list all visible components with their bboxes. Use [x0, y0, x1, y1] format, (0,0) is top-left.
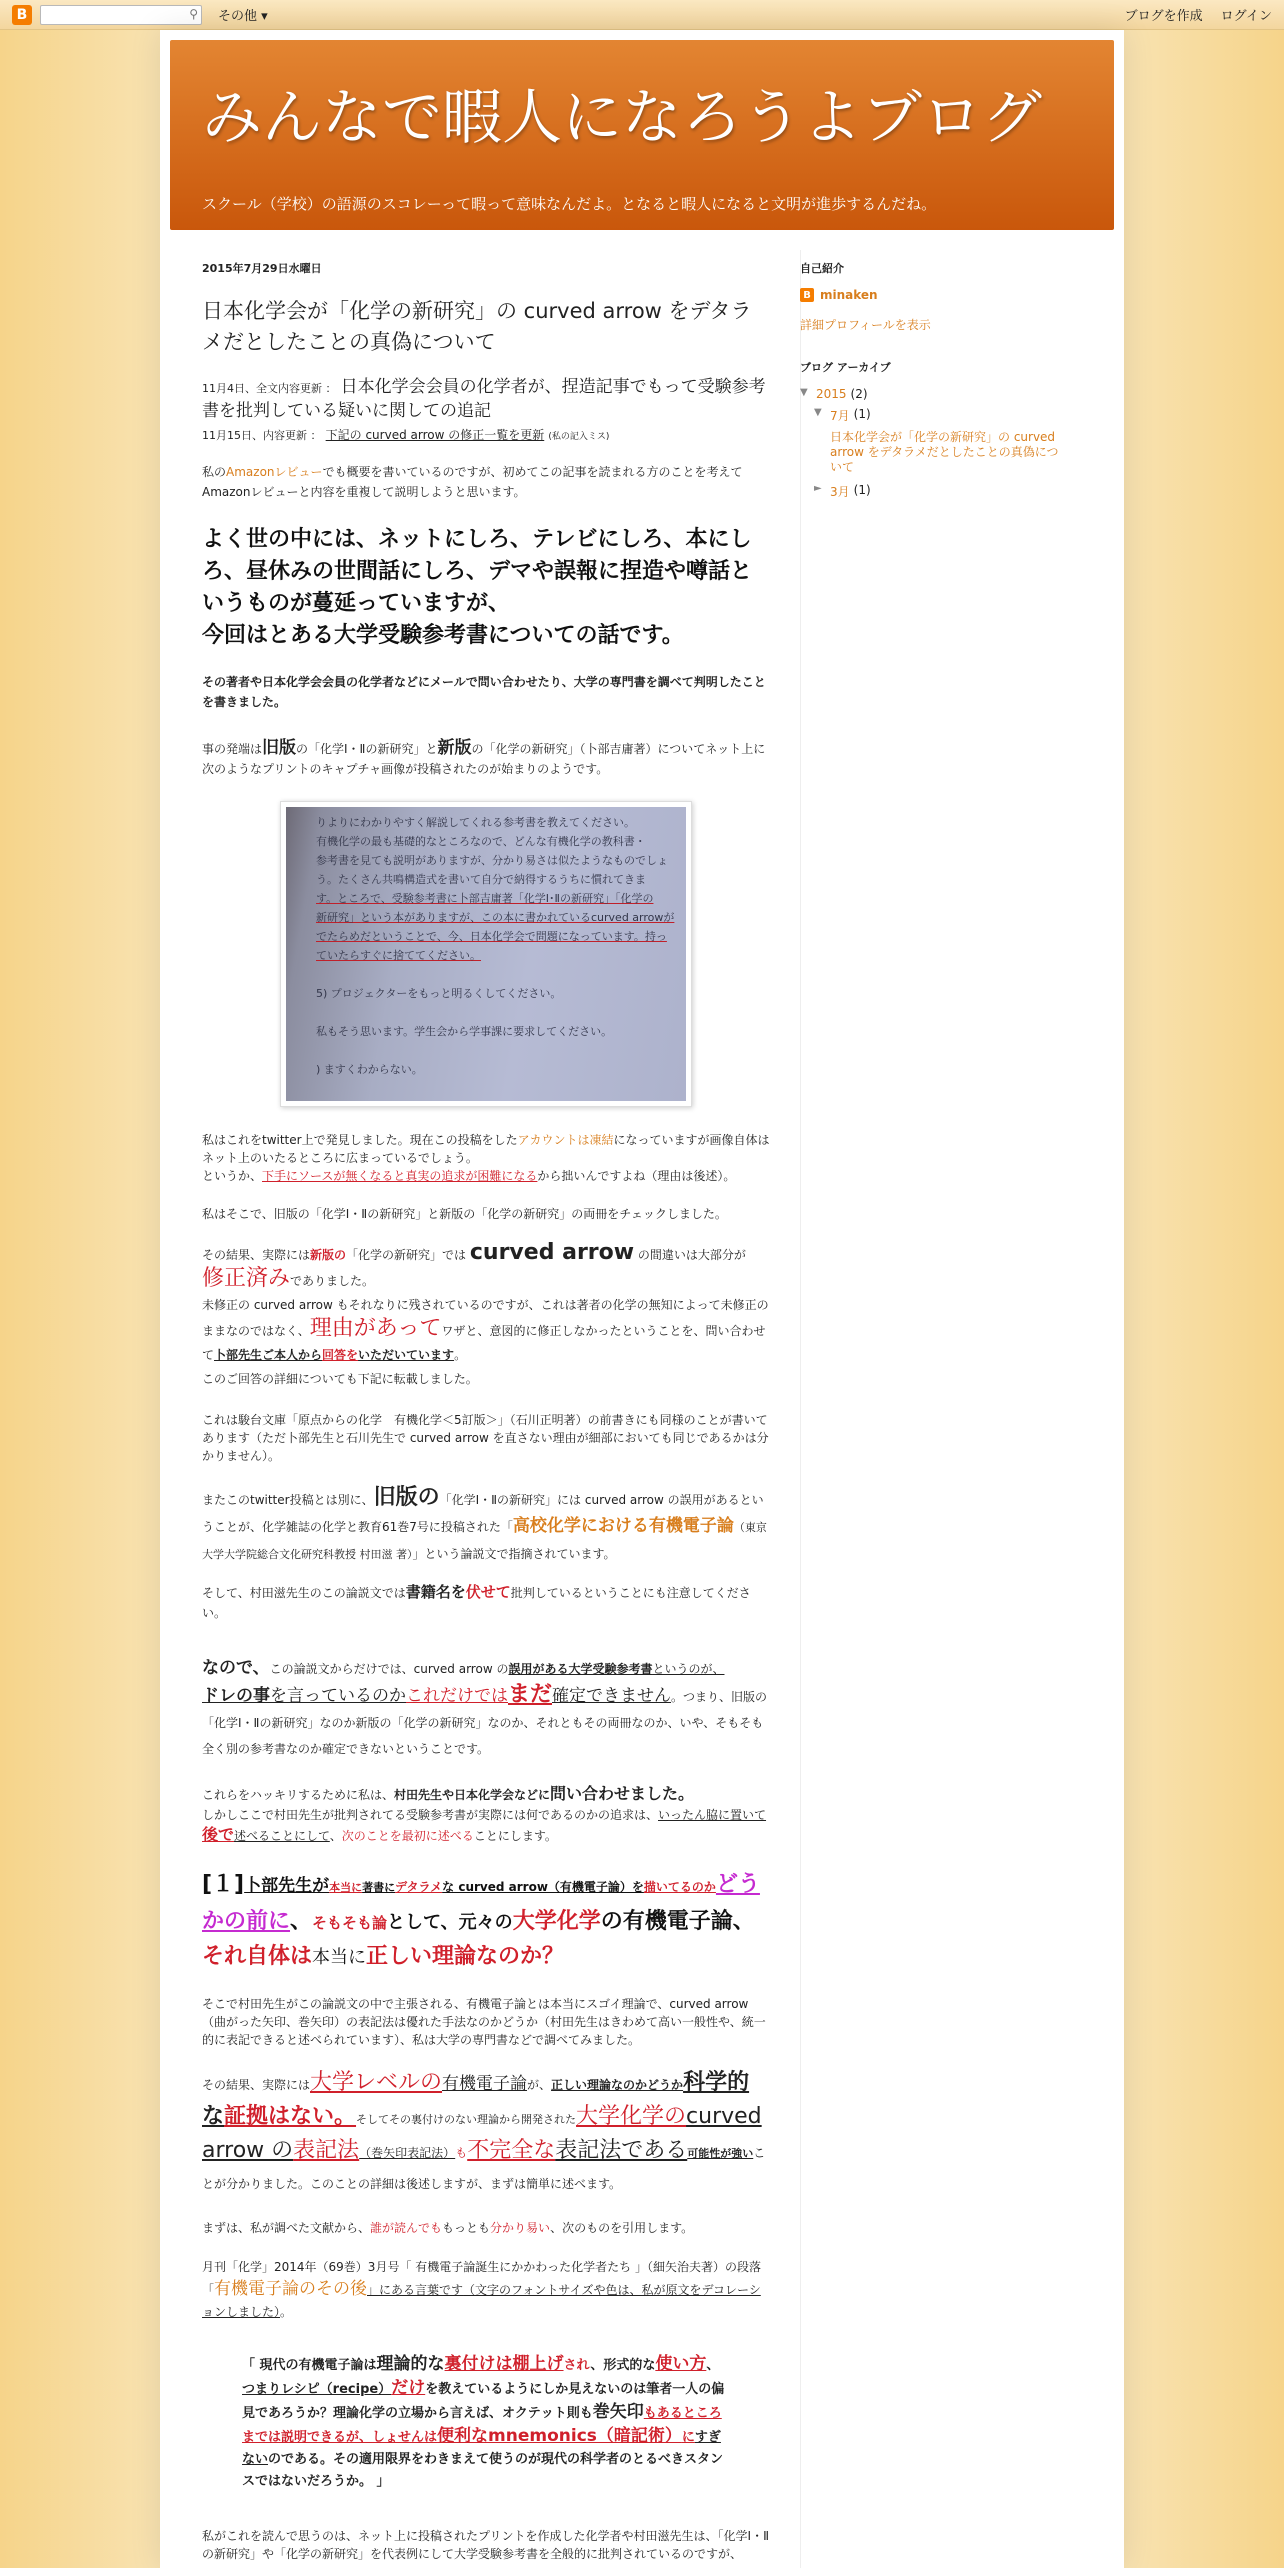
res2-1: その結果、実際には — [202, 2078, 311, 2092]
intro-text-2: 今回はとある大学受験参考書についての話です。 — [202, 623, 684, 648]
section1-num: [１] — [202, 1872, 245, 1897]
archive-year-row — [800, 387, 1100, 401]
check-paragraph: 私はそこで、旧版の「化学Ⅰ・Ⅱの新研究」と新版の「化学の新研究」の両冊をチェックしました。 — [202, 1207, 727, 1221]
section1-o: 本当に — [312, 1947, 367, 1968]
navbar-right — [1125, 5, 1272, 24]
quote-1: 「 現代の有機電子論は — [242, 2358, 377, 2373]
monthly-3: 」にある言葉です — [367, 2283, 464, 2297]
bold-intro: その著者や日本化学会会員の化学者などにメールで問い合わせたり、大学の専門書を調べて判明したことを書きました。 — [202, 675, 766, 709]
res2-6: 科学的な — [202, 2070, 750, 2129]
origin-new: 新版 — [437, 738, 472, 758]
archive-month-row — [814, 407, 1100, 424]
nanode-text-4: というのが、 — [652, 1662, 725, 1676]
twitter-text-2: になっていますが画像自体はネット上のいたるところに広まっているでしょう。 — [202, 1133, 770, 1165]
frozen-account-link[interactable]: アカウントは凍結 — [517, 1133, 614, 1147]
section1-e: デタラメ — [395, 1880, 443, 1894]
nanode-paragraph — [202, 1655, 770, 1762]
nanode-text-2: この論説文からだけでは、curved arrow の — [269, 1662, 509, 1676]
res2-3: 有機電子論 — [442, 2074, 528, 2094]
archive-heading: ブログ アーカイブ — [800, 361, 891, 374]
result-text-11: このご回答の詳細についても下記に転載しました。 — [202, 1372, 478, 1386]
other-title: 高校化学における有機電子論 — [512, 1516, 734, 1536]
quote-10: を教えているようにしか見えないのは筆者一人の偏見であろうか？理論化学の立場から言えば、オクテット則も — [242, 2382, 725, 2421]
other-paragraph — [202, 1485, 770, 1568]
result-fixed: 修正済み — [202, 1266, 291, 1291]
section1-k: として、元々の — [387, 1912, 513, 1933]
more-menu[interactable]: その他 ▾ — [218, 9, 268, 24]
res2-11: 表記法 — [293, 2138, 360, 2163]
res2-17: ことが分かりました。このことの詳細は後述しますが、まずは簡単に述べます。 — [202, 2146, 766, 2191]
section1-n: それ自体は — [202, 1944, 313, 1969]
res2-4: が、 — [527, 2078, 552, 2092]
search-input[interactable] — [40, 5, 202, 25]
quote-6: 使い方 — [655, 2354, 707, 2374]
section1-l: 大学化学 — [512, 1909, 601, 1934]
archive-year-link[interactable]: 2015 — [816, 387, 847, 401]
source-loss-link[interactable]: 下手にソースが無くなると真実の追求が困難になる — [262, 1169, 538, 1183]
update2-prefix: 11月15日、内容更新 ： — [202, 429, 322, 442]
quote-12: もあるところまでは説明できるが、 — [242, 2406, 722, 2445]
quote-17: のである。その適用限界をわきまえて使うのが現代の科学者のとるべきスタンスではないだろうか。 」 — [242, 2452, 724, 2489]
clarify-text-4: しかしここで村田先生が批判されてる受験参考書が実際には何であるのかの追求は、 — [202, 1808, 659, 1822]
photo-text-line: 有機化学の最も基礎的なところなので、どんな有機化学の教科書・ — [316, 835, 646, 848]
quote-4: され — [563, 2358, 591, 2373]
murata-text-2: 書籍名を — [405, 1583, 466, 1601]
section1-d: 著書に — [362, 1881, 396, 1894]
expand-toggle-icon[interactable]: ▼ — [800, 387, 808, 398]
section1-c: 本当に — [329, 1881, 363, 1894]
archive-month-row — [814, 483, 1100, 500]
archive-month-link[interactable]: 7月 — [830, 409, 850, 423]
result-new: 新版の — [310, 1248, 347, 1262]
quote-11: 巻矢印 — [592, 2402, 644, 2422]
monthly-4: （文字のフォントサイズや色は、私が原文をデコレーションしました） — [202, 2283, 761, 2319]
monthly-5: 。 — [280, 2305, 293, 2319]
nanode-text-1: なので、 — [202, 1658, 270, 1678]
profile-name-link[interactable]: minaken — [820, 288, 878, 302]
create-blog-link[interactable]: ブログを作成 — [1124, 9, 1203, 24]
res2-7: 証拠はない。 — [224, 2104, 357, 2129]
profile-heading: 自己紹介 — [800, 262, 844, 275]
easy-paragraph — [202, 2218, 770, 2238]
murata-paragraph — [202, 1582, 770, 1623]
result-text-4: でありました。 — [290, 1274, 375, 1288]
clarify-text-3: 問い合わせました。 — [550, 1784, 695, 1803]
result-text-6: ワザと、意図的に修正しなかったということを、問い合わせて — [202, 1324, 766, 1362]
easy-4: 分かり易い — [490, 2221, 551, 2235]
blogger-icon: B — [800, 288, 814, 302]
origin-text-2: の「化学Ⅰ・Ⅱの新研究」と — [296, 742, 438, 756]
expand-toggle-icon[interactable]: ▼ — [814, 407, 822, 418]
last-paragraph: 私がこれを読んで思うのは、ネット上に投稿されたプリントを作成した化学者や村田滋先生は、「化学Ⅰ・Ⅱの新研究」や「化学の新研究」を代表例にして大学受験参考書を全般的に批判されているのですが、 — [202, 2529, 769, 2561]
section1-f: な curved arrow（有機電子論）を — [442, 1880, 644, 1894]
sidebar — [800, 260, 1100, 526]
photo-text-line: 5) プロジェクターをもっと明るくしてください。 — [316, 987, 562, 1000]
quote-13: しょせんは — [372, 2430, 438, 2445]
result-reason: 理由があって — [309, 1316, 442, 1341]
photo-text-line: う。たくさん共鳴構造式を書いて自分で納得するうちに慣れてきま — [316, 873, 646, 886]
murata-text-1: そして、村田滋先生のこの論説文では — [202, 1586, 406, 1600]
post-column — [202, 260, 770, 2563]
result-text-8: 回答を — [322, 1348, 359, 1362]
photo-text-line — [316, 1003, 678, 1022]
result-text-7: 卜部先生ご本人から — [214, 1348, 323, 1362]
photo-text-line: ていたらすぐに捨ててください。 — [316, 949, 481, 962]
twitter-text-1: 私はこれをtwitter上で発見しました。現在この投稿をした — [202, 1133, 518, 1147]
res2-13: も — [455, 2146, 468, 2160]
section1-j: そもそも論 — [312, 1914, 388, 1932]
profile-row — [800, 288, 1100, 302]
update1-prefix: 11月4日、全文内容更新 ： — [202, 382, 337, 395]
other-text-1: またこのtwitter投稿とは別に、 — [202, 1493, 374, 1507]
section1-g: 描いてるのか — [643, 1880, 716, 1894]
quote-3: 裏付けは棚上げ — [444, 2354, 564, 2374]
other-text-2: 「化学Ⅰ・Ⅱの新研究」には curved arrow の誤用があるということが、化学雑誌の化学と教育61巻7号に投稿された「 — [202, 1493, 764, 1534]
update2-note: (私の記入ミス) — [548, 432, 610, 442]
section1-i: 、 — [290, 1909, 313, 1934]
easy-3: もっとも — [442, 2221, 491, 2235]
photo-text-line: 新研究」という本がありますが、この本に書かれているcurved arrowが — [316, 911, 675, 924]
monthly-paragraph — [202, 2256, 770, 2323]
murata-text-4: 批判しているということにも注意してください。 — [202, 1586, 751, 1620]
monthly-1: 月刊「化学」2014年（69巻）3月号「 有機電子論誕生にかかわった化学者たち 」（細矢治夫著）の段落「 — [202, 2260, 761, 2297]
res2-2: 大学レベルの — [310, 2070, 443, 2095]
clarify-text-1: これらをハッキリするために私は、 — [202, 1788, 395, 1802]
origin-text-1: 事の発端は — [202, 742, 263, 756]
profile-detail-link[interactable]: 詳細プロフィールを表示 — [800, 318, 931, 332]
easy-2: 誰が読んでも — [370, 2221, 443, 2235]
photo-text-line: でたらめだということで、今、日本化学会で問題になっています。持っ — [316, 930, 667, 943]
clarify-text-10: ことにします。 — [473, 1829, 557, 1843]
blog-container — [160, 30, 1124, 2568]
result-paragraph — [202, 1241, 770, 1391]
intro-heading — [202, 524, 770, 652]
photo-text-line: 参考書を見ても説明がありますが、分かり易さは似たようなものでしょ — [316, 854, 668, 867]
archive-month-count: (1) — [853, 407, 871, 421]
blog-header — [170, 40, 1114, 230]
quote-2: 理論的な — [376, 2354, 445, 2374]
photo-text-line: ) ますくわからない。 — [316, 1063, 423, 1076]
quote-16: すぎない — [242, 2430, 721, 2467]
result-text-10: 。 — [454, 1348, 467, 1362]
profile-widget — [800, 260, 1100, 333]
result-text-3: の間違いは大部分が — [637, 1248, 746, 1262]
nanode-text-5: ドレの事 — [202, 1686, 270, 1706]
easy-1: まずは、私が調べた文献から、 — [202, 2221, 371, 2235]
login-link[interactable]: ログイン — [1220, 9, 1272, 24]
print-capture-image[interactable] — [280, 801, 692, 1107]
photo-text-line: 私もそう思います。学生会から学事課に要求してください。 — [316, 1025, 613, 1038]
nanode-text-3: 誤用がある大学受験参考書 — [508, 1662, 653, 1676]
update1-text: 日本化学会会員の化学者が、捏造記事でもって受験参考書を批判している疑いに関しての追記 — [202, 377, 766, 421]
res2-12: （巻矢印表記法） — [359, 2146, 456, 2160]
quote-9: だけ — [391, 2378, 426, 2398]
archive-year-count: (2) — [850, 387, 868, 401]
clarify-text-8: 、 — [329, 1829, 342, 1843]
section1-h: どうかの前に — [202, 1872, 760, 1934]
clarify-text-5: いったん脇に置いて — [658, 1808, 767, 1822]
clarify-paragraph — [202, 1784, 770, 1846]
archive-post-link[interactable]: 日本化学会が「化学の新研究」の curved arrow をデタラメだとしたことの真偽について — [830, 430, 1059, 474]
murata-text-3: 伏せて — [465, 1583, 511, 1601]
amazon-text-2: でも概要を書いているのですが、初めてこの記事を読まれる方のことを考えてAmazonレビューと内容を重複して説明しようと思います。 — [202, 465, 743, 499]
result-text-5: 未修正の curved arrow もそれなりに残されているのですが、これは著者の化学の無知によって未修正のままなのではなく、 — [202, 1298, 769, 1338]
print-capture-photo — [286, 807, 686, 1101]
other-old: 旧版の — [373, 1485, 440, 1510]
section1-b: 卜部先生が — [244, 1876, 330, 1896]
res2-15: 表記法である — [555, 2138, 688, 2163]
nanode-text-8: まだ — [508, 1682, 553, 1707]
magnifier-icon[interactable]: ⚲ — [189, 6, 198, 21]
update2-link[interactable]: 下記の curved arrow の修正一覧を更新 — [325, 428, 545, 442]
amazon-paragraph — [202, 462, 770, 502]
archive-month-count: (1) — [853, 483, 871, 497]
theory-paragraph: そこで村田先生がこの論説文の中で主張される、有機電子論とは本当にスゴイ理論で、curved arrow（曲がった矢印、巻矢印）の表記法は優れた手法なのかどうか（村田先生はきわめて高い一般性や、統一的に表記できると述べられています）、私は大学の専門書などで調べてみました。 — [202, 1997, 766, 2047]
nanode-text-6: を言っているのか — [270, 1686, 406, 1706]
origin-text-3: の「化学の新研究」（卜部吉庸著）についてネット上に次のようなプリントのキャプチャ画像が投稿されたのが始まりのようです。 — [202, 742, 766, 776]
origin-paragraph — [202, 738, 770, 779]
archive-month-link[interactable]: 3月 — [830, 485, 850, 499]
amazon-review-link[interactable]: Amazonレビュー — [226, 465, 323, 479]
clarify-text-7: 述べることにして — [234, 1829, 330, 1843]
quote-5: 、形式的な — [590, 2358, 656, 2373]
collapse-toggle-icon[interactable]: ► — [814, 483, 822, 494]
twitter-text-3: というか、 — [202, 1169, 263, 1183]
amazon-text-1: 私の — [202, 465, 227, 479]
section1-p: 正しい理論なのか？ — [366, 1944, 565, 1969]
res2-8: そしてその裏付けのない理論から開発された — [356, 2113, 577, 2126]
blog-description: スクール（学校）の語源のスコレーって暇って意味なんだよ。となると暇人になると文明が進歩するんだね。 — [202, 195, 937, 213]
clarify-text-9: 次のことを最初に述べる — [341, 1829, 474, 1843]
result-text-2: 「化学の新研究」では — [346, 1248, 467, 1262]
res2-10: curved arrow の — [202, 2104, 762, 2163]
sundai-paragraph: これは駿台文庫「原点からの化学 有機化学＜5訂版＞」（石川正明著）の前書きにも同様のことが書いてあります（ただ卜部先生と石川先生で curved arrow を直さない理由が細部においても同じであるかは分かりません）。 — [202, 1413, 769, 1463]
res2-14: 不完全な — [467, 2138, 556, 2163]
column-divider — [800, 250, 801, 2568]
origin-old: 旧版 — [262, 738, 297, 758]
quote-15: に — [681, 2430, 695, 2445]
nanode-text-10: 。つまり、旧版の「化学Ⅰ・Ⅱの新研究」なのか新版の「化学の新研究」なのか、それともその両冊なのか、いや、そもそも全く別の参考書なのか確定できないということです。 — [202, 1690, 768, 1756]
twitter-paragraph — [202, 1131, 770, 1185]
other-text-4: 」という論説文で指摘されています。 — [412, 1547, 616, 1561]
clarify-text-2: 村田先生や日本化学会などに — [394, 1788, 551, 1802]
quote-14: 便利なmnemonics（暗記術） — [437, 2426, 682, 2446]
monthly-2: 有機電子論のその後 — [214, 2279, 368, 2299]
result2-paragraph — [202, 2067, 770, 2200]
quote-block — [242, 2353, 730, 2493]
photo-text-line — [316, 1041, 678, 1060]
archive-widget — [800, 359, 1100, 500]
navbar — [0, 0, 1284, 30]
photo-text-line: りよりにわかりやすく解説してくれる参考書を教えてください。 — [316, 816, 635, 829]
other-text-3: （東京大学大学院総合文化研究科教授 村田滋 著） — [202, 1521, 767, 1561]
easy-5: 、次のものを引用します。 — [550, 2221, 694, 2235]
blogger-logo-icon[interactable]: B — [12, 5, 32, 25]
res2-9: 大学化学の — [576, 2104, 687, 2129]
twitter-text-4: から拙いんですよね（理由は後述）。 — [537, 1169, 736, 1183]
post-date: 2015年7月29日水曜日 — [202, 262, 322, 275]
result-text-9: いただいています — [358, 1348, 455, 1362]
quote-8: つまりレシピ（recipe） — [242, 2382, 392, 2397]
nanode-text-9: 確定できません — [552, 1686, 672, 1706]
res2-16: 可能性が強い — [687, 2147, 754, 2160]
section1-heading — [202, 1868, 770, 1975]
quote-7: 、 — [706, 2358, 720, 2373]
result-text-1: その結果、実際には — [202, 1248, 311, 1262]
intro-text-1: よく世の中には、ネットにしろ、テレビにしろ、本にしろ、昼休みの世間話にしろ、デマや誤報に捏造や噂話というものが蔓延っていますが、 — [202, 527, 753, 616]
clarify-text-6: 後で — [202, 1825, 235, 1844]
nanode-text-7: これだけでは — [406, 1686, 508, 1706]
blog-title[interactable]: みんなで暇人になろうよブログ — [202, 83, 1042, 153]
photo-text-line: す。ところで、受験参考書に卜部吉庸著「化学Ⅰ･Ⅱの新研究」「化学の — [316, 892, 654, 905]
section1-m: の有機電子論、 — [600, 1909, 755, 1934]
result-curved-arrow: curved arrow — [469, 1240, 635, 1265]
res2-5: 正しい理論なのかどうか — [551, 2078, 684, 2092]
post-title: 日本化学会が「化学の新研究」の curved arrow をデタラメだとしたことの真偽について — [202, 299, 752, 354]
photo-text-line — [316, 965, 678, 984]
update-notes — [202, 376, 770, 448]
